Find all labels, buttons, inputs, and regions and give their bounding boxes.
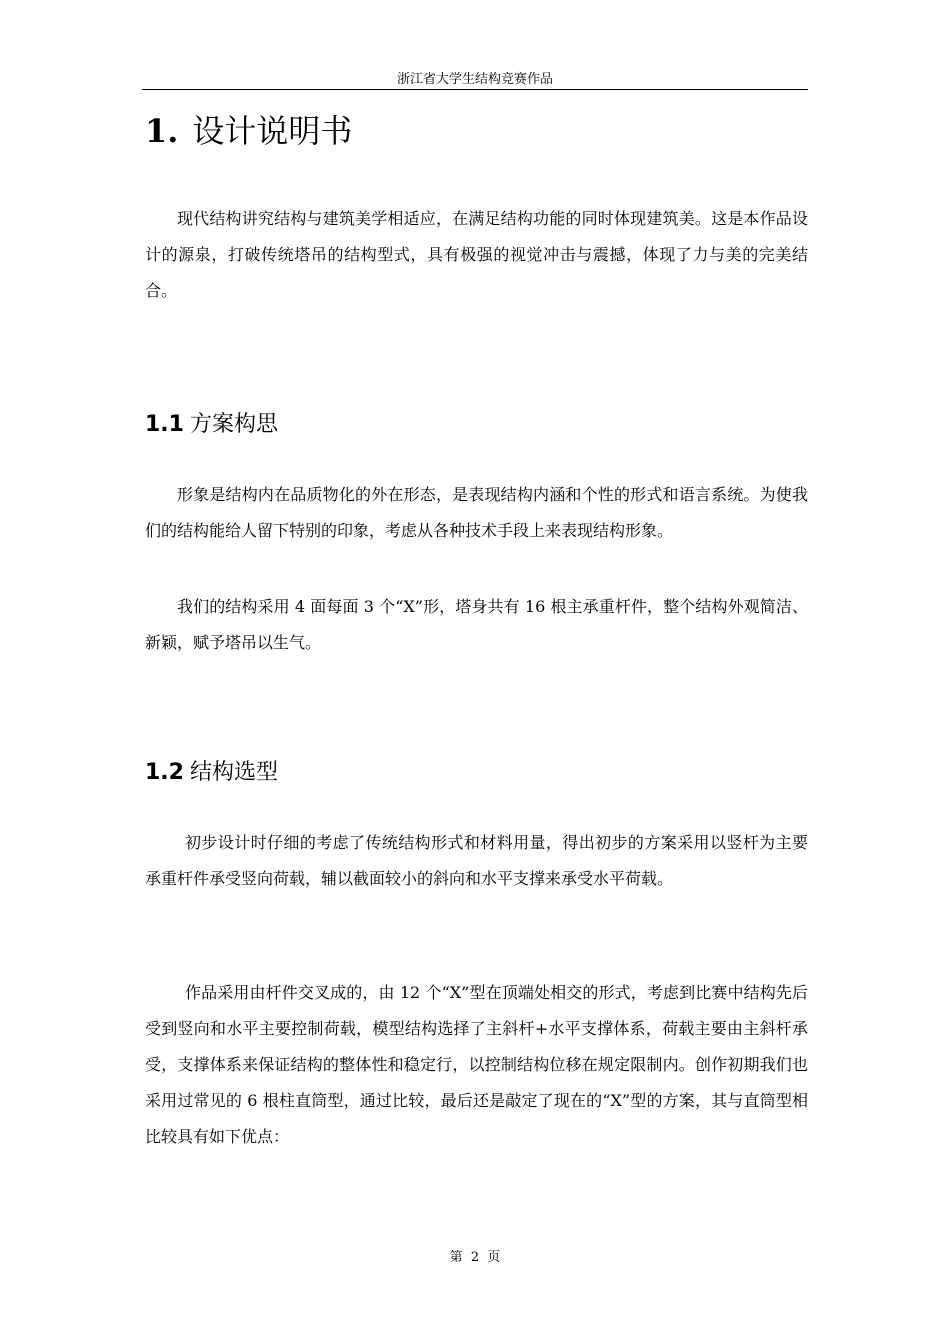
page-header: 浙江省大学生结构竞赛作品 (142, 70, 808, 90)
section-title: 结构选型 (189, 760, 278, 785)
section-1-1-paragraph-2: 我们的结构采用 4 面每面 3 个“X”形，塔身共有 16 根主承重杆件，整个结构外观简洁、新颖，赋予塔吊以生气。 (145, 597, 808, 652)
section-1-2-paragraph-1: 初步设计时仔细的考虑了传统结构形式和材料用量，得出初步的方案采用以竖杆为主要承重杆件承受竖向荷载，辅以截面较小的斜向和水平支撑来承受水平荷载。 (145, 833, 808, 888)
section-1-1-paragraph-1: 形象是结构内在品质物化的外在形态，是表现结构内涵和个性的形式和语言系统。为使我们的结构能给人留下特别的印象，考虑从各种技术手段上来表现结构形象。 (145, 485, 808, 540)
section-title: 方案构思 (189, 412, 278, 437)
section-heading-1-2 (145, 758, 278, 788)
section-number: 1.2 (145, 760, 184, 785)
intro-paragraph: 现代结构讲究结构与建筑美学相适应，在满足结构功能的同时体现建筑美。这是本作品设计的源泉，打破传统塔吊的结构型式，具有极强的视觉冲击与震撼，体现了力与美的完美结合。 (145, 209, 808, 300)
title-number: 1. (145, 112, 179, 150)
section-number: 1.1 (145, 412, 184, 437)
section-1-2-paragraph-2: 作品采用由杆件交叉成的，由 12 个“X”型在顶端处相交的形式，考虑到比赛中结构先后受到竖向和水平主要控制荷载，模型结构选择了主斜杆+水平支撑体系，荷载主要由主斜杆承受，支撑体系来保证结构的整体性和稳定行，以控制结构位移在规定限制内。创作初期我们也采用过常见的 6 根柱直筒型，通过比较，最后还是敲定了现在的“X”型的方案，其与直筒型相比较具有如下优点： (145, 983, 808, 1146)
page-number: 第 2 页 (449, 1250, 501, 1265)
title-text: 设计说明书 (192, 112, 353, 150)
section-heading-1-1 (145, 410, 278, 440)
document-title (145, 108, 352, 154)
